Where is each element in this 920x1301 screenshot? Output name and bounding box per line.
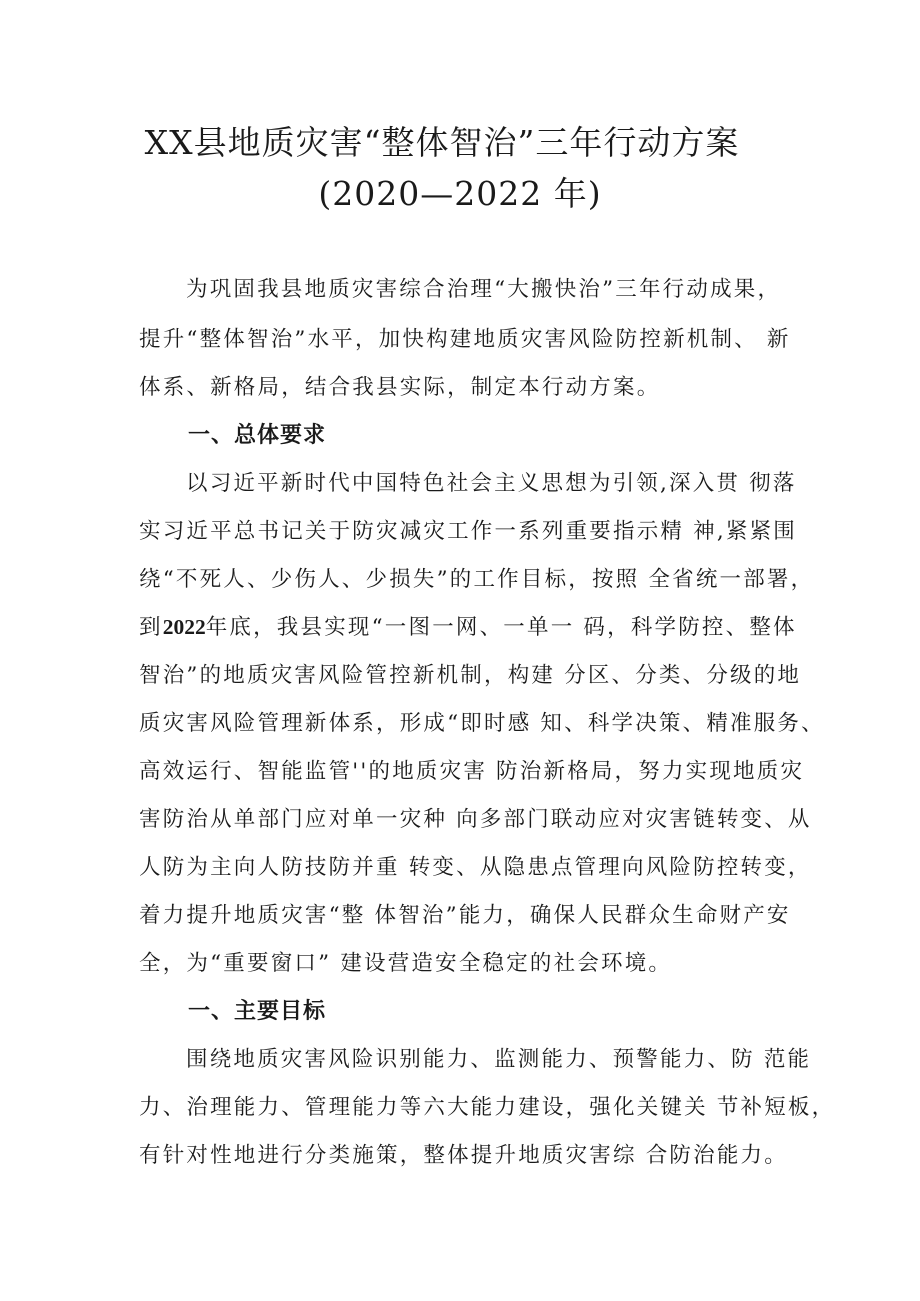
section1-line-4-prefix: 到 bbox=[139, 615, 163, 640]
section1-line-5: 智治”的地质灾害风险管控新机制，构建 分区、分类、分级的地 bbox=[139, 663, 802, 688]
intro-line-1: 为巩固我县地质灾害综合治理“大搬快治”三年行动成果， bbox=[186, 277, 782, 302]
intro-line-2: 提升“整体智治”水平，加快构建地质灾害风险防控新机制、 新 bbox=[139, 327, 791, 352]
section2-line-2: 力、治理能力、管理能力等六大能力建设，强化关键关 节补短板， bbox=[139, 1095, 836, 1120]
section-heading-general-requirements: 一、总体要求 bbox=[188, 423, 327, 448]
document-subtitle-years: (2020—2022 年) bbox=[318, 174, 602, 213]
section1-line-2: 实习近平总书记关于防灾减灾工作一系列重要指示精 神,紧紧围 bbox=[139, 519, 797, 544]
section1-line-4-year: 2022 bbox=[162, 615, 206, 639]
section1-line-3: 绕“不死人、少伤人、少损失”的工作目标，按照 全省统一部署， bbox=[139, 567, 815, 592]
section1-line-6: 质灾害风险管理新体系，形成“即时感 知、科学决策、精准服务、 bbox=[139, 711, 825, 736]
section2-line-1: 围绕地质灾害风险识别能力、监测能力、预警能力、防 范能 bbox=[186, 1047, 812, 1072]
document-title: XX县地质灾害“整体智治”三年行动方案 bbox=[144, 123, 740, 162]
section1-line-11: 全，为“重要窗口” 建设营造安全稳定的社会环境。 bbox=[139, 951, 673, 976]
section1-line-10: 着力提升地质灾害“整 体智治”能力，确保人民群众生命财产安 bbox=[139, 903, 791, 928]
section1-line-1: 以习近平新时代中国特色社会主义思想为引领,深入贯 彻落 bbox=[186, 471, 797, 496]
section-heading-main-goals: 一、主要目标 bbox=[188, 999, 327, 1024]
section1-line-9: 人防为主向人防技防并重 转变、从隐患点管理向风险防控转变， bbox=[139, 855, 812, 880]
section2-line-3: 有针对性地进行分类施策，整体提升地质灾害综 合防治能力。 bbox=[139, 1143, 788, 1168]
section1-line-4 bbox=[139, 610, 799, 641]
intro-line-3: 体系、新格局，结合我县实际，制定本行动方案。 bbox=[139, 375, 661, 400]
section1-line-8: 害防治从单部门应对单一灾种 向多部门联动应对灾害链转变、从 bbox=[139, 807, 812, 832]
section1-line-7: 高效运行、智能监管''的地质灾害 防治新格局，努力实现地质灾 bbox=[139, 759, 805, 784]
section1-line-4-text: 年底，我县实现“一图一网、一单一 码，科学防控、整体 bbox=[205, 615, 797, 640]
